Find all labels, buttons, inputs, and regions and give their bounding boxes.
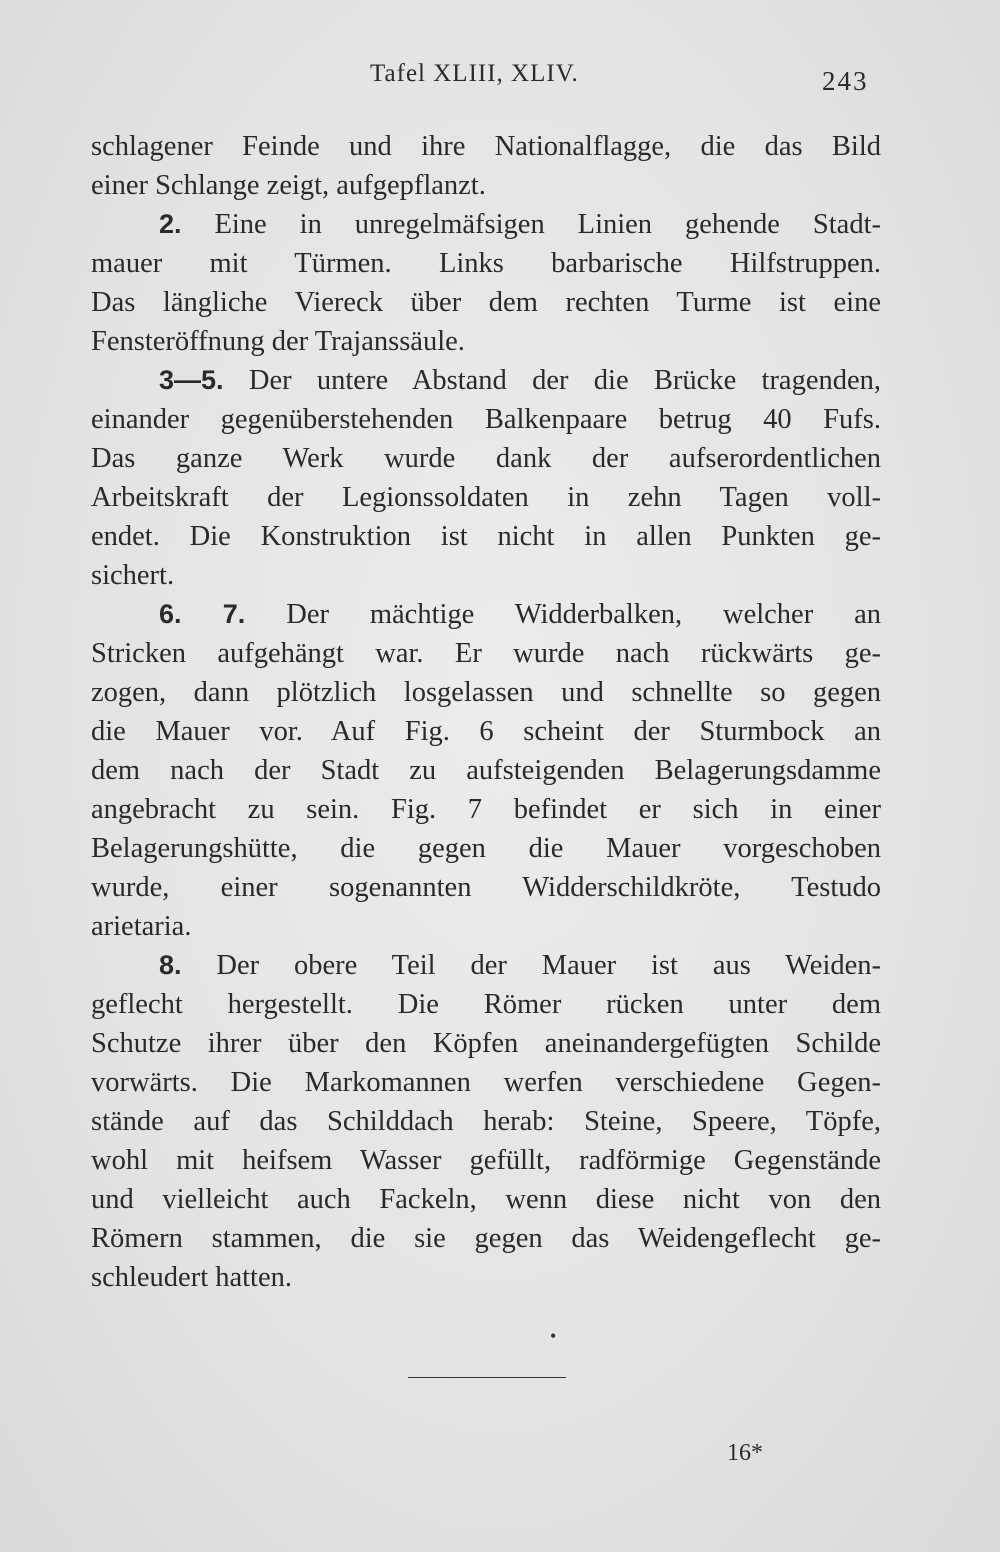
text-line	[91, 283, 881, 322]
text-line	[91, 712, 881, 751]
signature-mark: 16*	[727, 1440, 763, 1466]
line-text: Der untere Abstand der die Brücke tragenden,	[248, 365, 882, 396]
line-text: vorwärts. Die Markomannen werfen verschiedene Gegen-	[91, 1067, 881, 1098]
line-text: dem nach der Stadt zu aufsteigenden Belagerungsdamme	[91, 755, 881, 786]
text-line	[91, 907, 881, 946]
line-text: schleudert hatten.	[91, 1262, 293, 1293]
text-line	[91, 595, 881, 634]
text-line	[91, 790, 881, 829]
line-text: und vielleicht auch Fackeln, wenn diese nicht von den	[91, 1184, 881, 1215]
text-line	[91, 400, 881, 439]
line-text: Stricken aufgehängt war. Er wurde nach rückwärts ge-	[91, 638, 881, 669]
paragraph	[91, 361, 881, 595]
line-text: Fensteröffnung der Trajanssäule.	[91, 326, 465, 357]
line-text: Belagerungshütte, die gegen die Mauer vorgeschoben	[91, 833, 881, 864]
text-line	[91, 244, 881, 283]
line-text: die Mauer vor. Auf Fig. 6 scheint der Sturmbock an	[91, 716, 881, 747]
paragraph-number: 2.	[159, 209, 182, 239]
text-line	[91, 1180, 881, 1219]
text-line	[91, 127, 881, 166]
end-rule	[408, 1377, 566, 1378]
line-text: wurde, einer sogenannten Widderschildkröte, Testudo	[91, 872, 881, 903]
line-text: Das längliche Viereck über dem rechten Turme ist eine	[91, 287, 881, 318]
line-text: wohl mit heifsem Wasser gefüllt, radförmige Gegenstände	[91, 1145, 881, 1176]
text-line	[91, 829, 881, 868]
line-text: Eine in unregelmäfsigen Linien gehende Stadt-	[214, 209, 881, 240]
text-line	[91, 751, 881, 790]
paragraph	[91, 595, 881, 946]
text-line	[91, 517, 881, 556]
text-line	[91, 985, 881, 1024]
text-line	[91, 439, 881, 478]
text-line	[91, 1141, 881, 1180]
line-text: stände auf das Schilddach herab: Steine, Speere, Töpfe,	[91, 1106, 881, 1137]
text-line	[91, 1219, 881, 1258]
line-text: sichert.	[91, 560, 175, 591]
text-line	[91, 1063, 881, 1102]
text-line	[91, 361, 881, 400]
text-line	[91, 868, 881, 907]
line-text: Das ganze Werk wurde dank der aufserordentlichen	[91, 443, 881, 474]
text-line	[91, 478, 881, 517]
line-text: mauer mit Türmen. Links barbarische Hilfstruppen.	[91, 248, 881, 279]
line-text: angebracht zu sein. Fig. 7 befindet er sich in einer	[91, 794, 881, 825]
line-text: geflecht hergestellt. Die Römer rücken unter dem	[91, 989, 881, 1020]
running-head: Tafel XLIII, XLIV.	[370, 60, 579, 87]
line-text: Schutze ihrer über den Köpfen aneinandergefügten Schilde	[91, 1028, 881, 1059]
line-text: einer Schlange zeigt, aufgepflanzt.	[91, 170, 486, 201]
text-line	[91, 673, 881, 712]
body-text	[91, 127, 881, 1297]
text-line	[91, 1102, 881, 1141]
line-text: schlagener Feinde und ihre Nationalflagge, die das Bild	[91, 131, 881, 162]
text-line	[91, 166, 881, 205]
line-text: Römern stammen, die sie gegen das Weidengeflecht ge-	[91, 1223, 881, 1254]
line-text: Arbeitskraft der Legionssoldaten in zehn Tagen voll-	[91, 482, 881, 513]
line-text: einander gegenüberstehenden Balkenpaare betrug 40 Fufs.	[91, 404, 881, 435]
paragraph	[91, 127, 881, 205]
paragraph-number: 6. 7.	[159, 599, 246, 629]
line-text: arietaria.	[91, 911, 192, 942]
line-text: zogen, dann plötzlich losgelassen und schnellte so gegen	[91, 677, 881, 708]
text-line	[91, 205, 881, 244]
paragraph-number: 8.	[159, 950, 182, 980]
text-line	[91, 1258, 881, 1297]
paragraph	[91, 946, 881, 1297]
ornament-dot: •	[550, 1326, 557, 1346]
paragraph-number: 3—5.	[159, 365, 224, 395]
text-line	[91, 634, 881, 673]
text-line	[91, 322, 881, 361]
paragraph	[91, 205, 881, 361]
text-line	[91, 946, 881, 985]
page-number: 243	[822, 66, 869, 96]
line-text: Der mächtige Widderbalken, welcher an	[286, 599, 881, 630]
line-text: endet. Die Konstruktion ist nicht in allen Punkten ge-	[91, 521, 881, 552]
text-line	[91, 556, 881, 595]
line-text: Der obere Teil der Mauer ist aus Weiden-	[216, 950, 882, 981]
text-line	[91, 1024, 881, 1063]
